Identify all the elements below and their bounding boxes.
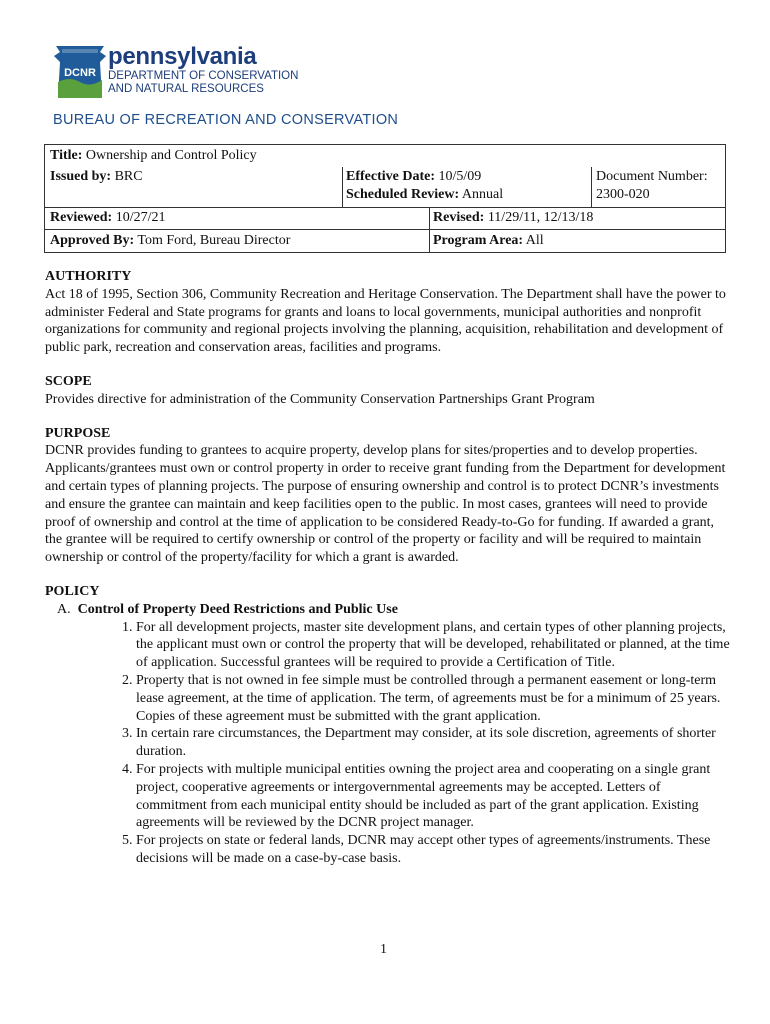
policy-subheading	[57, 601, 730, 619]
meta-document-number-label: Document Number:	[596, 169, 708, 184]
policy-section	[45, 583, 730, 868]
dcnr-badge-text: DCNR	[64, 67, 96, 79]
purpose-heading: PURPOSE	[45, 425, 111, 441]
policy-sub-marker: A.	[57, 601, 71, 617]
page-number: 1	[380, 942, 387, 957]
purpose-text: DCNR provides funding to grantees to acquire property, develop plans for sites/properties and to develop properties. Applicants/grantees must own or control property in order to receive grant funding from the Department for development and certain types of planning projects. The purpose of ensuring ownership and control is to protect DCNR’s investments and ensure the grantee can maintain and keep facilities open to the public. In most cases, grantees will need to provide proof of ownership and control at the time of application to be considered Ready-to-Go for funding. If awarded a grant, the grantee will be required to certify ownership or control of the property or facility and will be required to maintain ownership or control of the property/facility for which a grant is awarded.	[45, 443, 726, 566]
meta-program-area: Program Area: All	[433, 233, 544, 248]
purpose-section	[45, 425, 730, 567]
meta-scheduled-review: Scheduled Review: Annual	[346, 187, 504, 202]
policy-heading: POLICY	[45, 583, 100, 599]
policy-item: 4. For projects with multiple municipal entities owning the project area and cooperating on a single grant project, cooperative agreements or intergovernmental agreements may be accepted. Letters of commitment from each municipal entity should be included as part of the grant application. Existing agreements will be reviewed by the DCNR project manager.	[136, 761, 730, 832]
scope-section	[45, 373, 730, 409]
meta-approved-by: Approved By: Tom Ford, Bureau Director	[50, 233, 291, 248]
logo-dept-line2: AND NATURAL RESOURCES	[108, 83, 264, 95]
meta-reviewed: Reviewed: 10/27/21	[50, 210, 166, 225]
logo-dept-line1: DEPARTMENT OF CONSERVATION	[108, 70, 299, 82]
bureau-title: BUREAU OF RECREATION AND CONSERVATION	[53, 112, 399, 128]
policy-item: 3. In certain rare circumstances, the Department may consider, at its sole discretion, agreements of shorter duration.	[136, 725, 730, 761]
policy-sub-title: Control of Property Deed Restrictions and Public Use	[77, 601, 398, 617]
logo-word: pennsylvania	[108, 43, 257, 70]
authority-heading: AUTHORITY	[45, 269, 132, 284]
scope-text: Provides directive for administration of the Community Conservation Partnerships Grant Program	[45, 391, 595, 407]
policy-item: 2. Property that is not owned in fee simple must be controlled through a permanent easement or long-term lease agreement, at the time of application. The term, of agreements must be for a minimum of 25 years. Copies of these agreement must be submitted with the grant application.	[136, 672, 730, 725]
authority-section	[45, 268, 730, 357]
meta-issued-by: Issued by: BRC	[50, 169, 143, 184]
meta-title: Title: Ownership and Control Policy	[50, 148, 257, 163]
logo-wordmark	[108, 44, 298, 96]
meta-effective-date: Effective Date: 10/5/09	[346, 169, 482, 184]
policy-item: 5. For projects on state or federal lands, DCNR may accept other types of agreements/instruments. These decisions will be made on a case-by-case basis.	[136, 832, 730, 868]
policy-meta-table	[44, 144, 726, 253]
policy-body	[45, 268, 730, 868]
policy-item-list	[45, 619, 730, 868]
policy-item: 1. For all development projects, master site development plans, and certain types of other planning projects, the applicant must own or control the property that will be developed, rehabilitated or planned, at the time of application. Successful grantees will be required to provide a Certification of Title.	[136, 619, 730, 672]
meta-revised: Revised: 11/29/11, 12/13/18	[433, 210, 594, 225]
scope-heading: SCOPE	[45, 373, 92, 389]
meta-document-number: 2300-020	[596, 187, 650, 202]
authority-text: Act 18 of 1995, Section 306, Community Recreation and Heritage Conservation. The Department shall have the power to administer Federal and State programs for grants and loans to local governments, municipal authorities and nonprofit organizations for community and regional projects involving the planning, acquisition, rehabilitation and development of public park, recreation and conservation areas, facilities and programs.	[45, 286, 726, 356]
